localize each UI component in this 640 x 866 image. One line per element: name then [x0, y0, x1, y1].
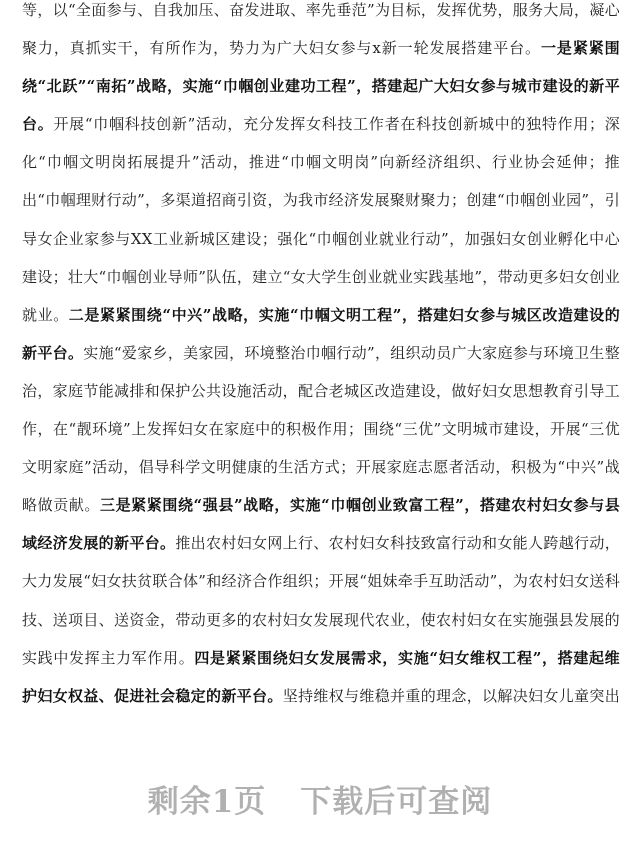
download-prompt[interactable] — [0, 776, 640, 821]
text-segment: 实施“爱家乡，美家园，环境整治巾帼行动”，组织动员广大家庭参与环境卫生整治，家庭节能减排和保护公共设施活动，配合老城区改造建设，做好妇女思想教育引导工作，在“靓环境”上发挥妇女在家庭中的积极作用；围绕“三优”文明城市建设，开展“三优文明家庭”活动，倡导科学文明健康的生活方式；开展家庭志愿者活动，积极为“中兴”战略做贡献。 — [22, 343, 621, 515]
text-segment: 开展“巾帼科技创新”活动，充分发挥女科技工作者在科技创新城中的独特作用；深化“巾帼文明岗拓展提升”活动，推进“巾帼文明岗”向新经济组织、行业协会延伸；推出“巾帼理财行动”，多渠道招商引资，为我市经济发展聚财聚力；创建“巾帼创业园”，引导女企业家参与XX工业新城区建设；强化“巾帼创业就业行动”，加强妇女创业孵化中心建设；壮大“巾帼创业导师”队伍，建立“女大学生创业就业实践基地”，带动更多妇女创业就业。 — [22, 115, 620, 324]
document-body — [22, 0, 620, 753]
section-heading-three: 三是紧紧围绕“强县”战略，实施“巾帼创业致富工程”，搭建农村妇女参与县域经济发展的新平台。 — [22, 496, 620, 553]
section-heading-two: 二是紧紧围绕“中兴”战略，实施“巾帼文明工程”，搭建妇女参与城区改造建设的新平台。 — [22, 305, 620, 362]
section-heading-one: 一是紧紧围绕“北跃”“南拓”战略，实施“巾帼创业建功工程”，搭建起广大妇女参与城市建设的新平台。 — [22, 39, 620, 134]
text-segment: 坚持维权与维稳并重的理念，以解决妇女儿童突出 — [282, 686, 620, 705]
document-paragraph — [22, 0, 620, 753]
text-segment: 等，以“全面参与、自我加压、奋发进取、率先垂范”为目标，发挥优势，服务大局，凝心聚力，真抓实干，有所作为，势力为广大妇女参与x新一轮发展搭建平台。 — [22, 1, 620, 58]
remaining-pages-label: 剩余1页 — [147, 784, 267, 820]
section-heading-four: 四是紧紧围绕妇女发展需求，实施“妇女维权工程”，搭建起维护妇女权益、促进社会稳定的新平台。 — [22, 648, 620, 705]
download-hint-label: 下载后可查阅 — [300, 784, 493, 820]
text-segment: 推出农村妇女网上行、农村妇女科技致富行动和女能人跨越行动，大力发展“妇女扶贫联合体”和经济合作组织；开展“姐妹牵手互助活动”，为农村妇女送科技、送项目、送资金，带动更多的农村妇女发展现代农业，使农村妇女在实施强县发展的实践中发挥主力军作用。 — [22, 534, 620, 667]
